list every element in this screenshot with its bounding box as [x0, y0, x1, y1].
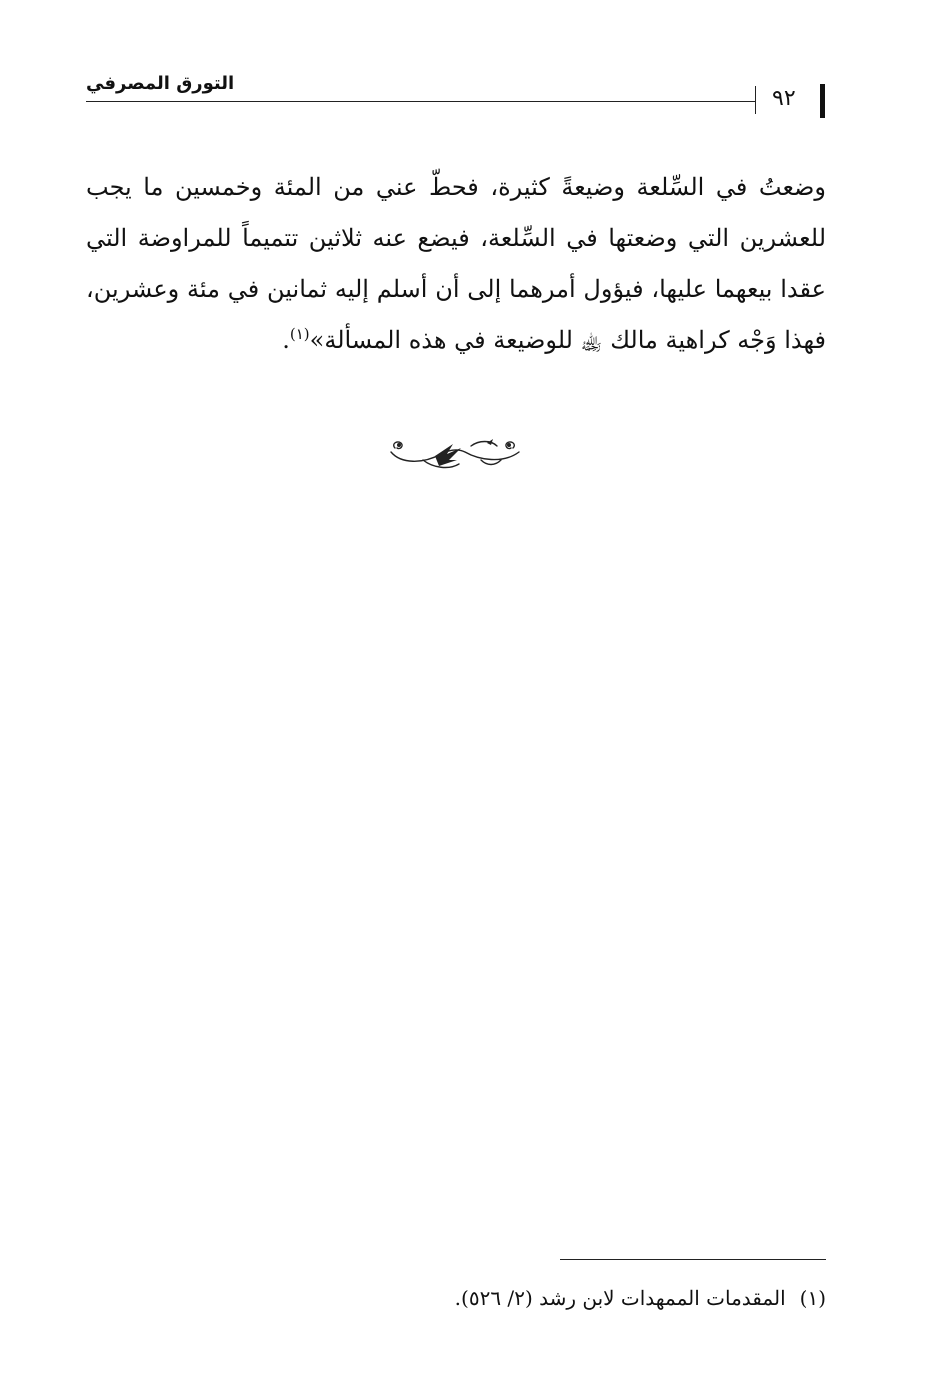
footnote-reference[interactable]: (١): [289, 325, 310, 343]
footnote: [86, 1282, 826, 1314]
running-title: التورق المصرفي: [86, 73, 235, 94]
paragraph-text: وضعتُ في السِّلعة وضيعةً كثيرة، فحطّ عني من المئة وخمسين ما يجب للعشرين التي وضعتها في السِّلعة، فيضع عنه ثلاثين تتميماً للمراوضة التي عقدا بيعهما عليها، فيؤول أمرهما إلى أن أسلم إليه ثمانين في مئة وعشرين، فهذا وَجْه كراهية مالك ﵀ للوضيعة في هذه المسألة»: [86, 173, 826, 354]
page-number-bar: [820, 84, 825, 118]
header-divider-tick: [755, 86, 756, 114]
page-number: ٩٢: [772, 86, 796, 111]
body-paragraph: [86, 162, 826, 366]
page-header: [0, 0, 936, 130]
footnote-separator: [560, 1259, 826, 1260]
header-rule: [86, 101, 756, 102]
footnote-number: (١): [799, 1286, 826, 1310]
paragraph-end-mark: .: [282, 326, 290, 354]
footnote-text: المقدمات الممهدات لابن رشد (٢/ ٥٢٦).: [454, 1286, 786, 1310]
main-text: [86, 162, 826, 366]
floral-divider-icon: [383, 430, 528, 478]
